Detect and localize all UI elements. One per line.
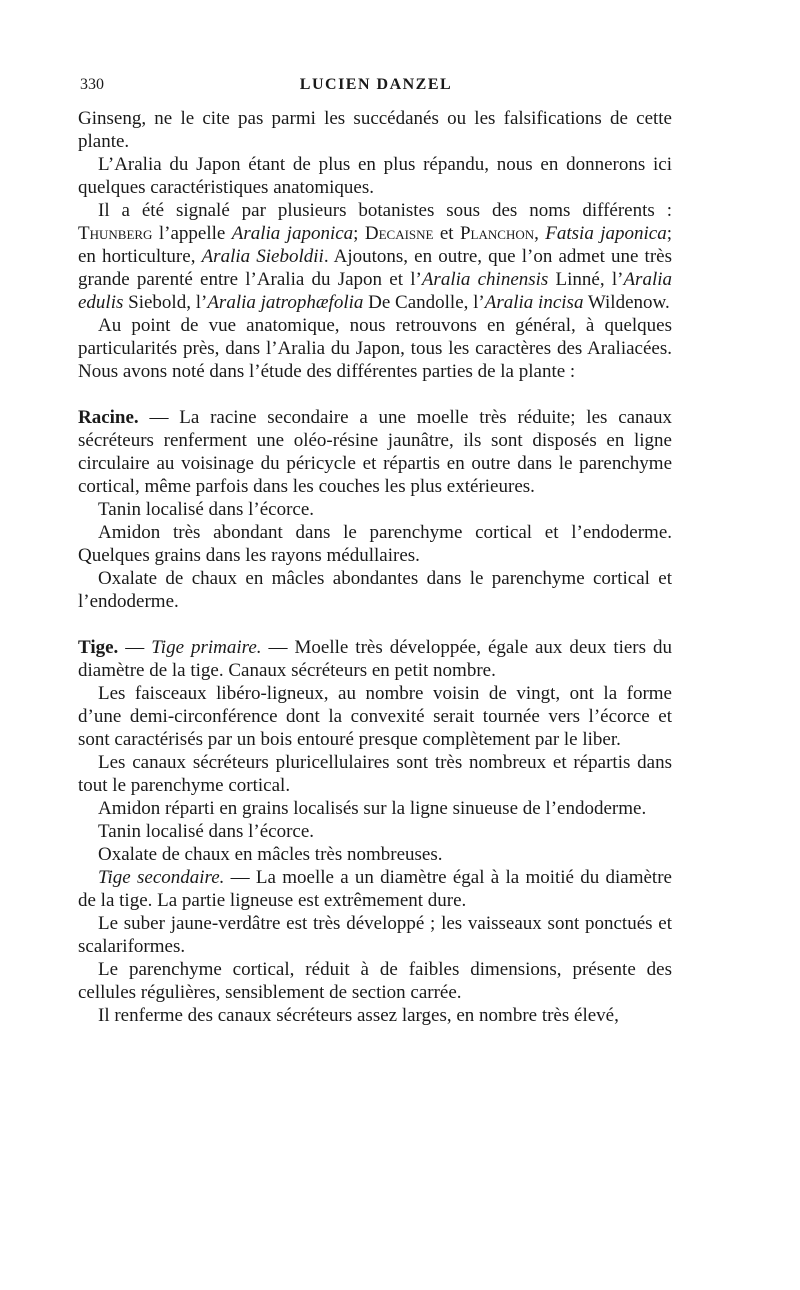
tige-oxalate: Oxalate de chaux en mâcles très nombreuses.	[98, 844, 443, 865]
section-racine: Racine. — La racine secondaire a une moelle très réduite; les canaux sécréteurs renferment une oléo-résine jaunâtre, ils sont disposés en ligne circulaire au voisinage du péricycle et répartis en outre dans le parenchyme cortical, même parfois dans les couches les plus extérieures.	[78, 407, 672, 497]
paragraph-anatomie: Au point de vue anatomique, nous retrouvons en général, à quelques particularités près, dans l’Aralia du Japon, tous les caractères des Araliacées. Nous avons noté dans l’étude des différentes parties de la plante :	[78, 315, 672, 382]
racine-tanin: Tanin localisé dans l’écorce.	[98, 499, 315, 520]
subheading-tige-primaire: Tige primaire.	[151, 637, 262, 658]
heading-tige: Tige.	[78, 637, 119, 658]
taxon-aralia-sieboldii: Aralia Sieboldii	[201, 246, 324, 267]
subheading-tige-secondaire: Tige secondaire.	[98, 867, 225, 888]
tige-tanin: Tanin localisé dans l’écorce.	[98, 821, 315, 842]
page-header	[80, 76, 672, 98]
taxon-fatsia-japonica: Fatsia japonica	[545, 223, 667, 244]
paragraph-ginseng: Ginseng, ne le cite pas parmi les succédanés ou les falsifications de cette plante.	[78, 108, 672, 152]
tige-canaux-larges: Il renferme des canaux sécréteurs assez larges, en nombre très élevé,	[98, 1005, 619, 1026]
author-planchon: Planchon	[459, 223, 535, 244]
tige-suber: Le suber jaune-verdâtre est très développé ; les vaisseaux sont ponctués et scalariformes.	[78, 913, 672, 957]
tige-canaux: Les canaux sécréteurs pluricellulaires sont très nombreux et répartis dans tout le parenchyme cortical.	[78, 752, 672, 796]
running-title: LUCIEN DANZEL	[299, 76, 453, 93]
taxon-aralia-jatrophaefolia: Aralia jatrophæfolia	[207, 292, 364, 313]
section-tige: Tige. — Tige primaire. — Moelle très développée, égale aux deux tiers du diamètre de la tige. Canaux sécréteurs en petit nombre.	[78, 637, 673, 681]
racine-oxalate: Oxalate de chaux en mâcles abondantes dans le parenchyme cortical et l’endoderme.	[78, 568, 672, 612]
taxon-aralia-incisa: Aralia incisa	[484, 292, 584, 313]
body-text	[78, 107, 672, 1027]
paragraph-aralia-japon: L’Aralia du Japon étant de plus en plus répandu, nous en donnerons ici quelques caractéristiques anatomiques.	[78, 154, 672, 198]
racine-amidon: Amidon très abondant dans le parenchyme cortical et l’endoderme. Quelques grains dans les rayons médullaires.	[78, 522, 672, 566]
taxon-aralia-japonica: Aralia japonica	[231, 223, 354, 244]
heading-racine: Racine.	[78, 407, 139, 428]
author-thunberg: Thunberg	[78, 223, 153, 244]
author-decaisne: Decaisne	[364, 223, 434, 244]
page-number: 330	[80, 76, 104, 93]
taxon-aralia-edulis: Aralia edulis	[78, 269, 672, 313]
tige-amidon: Amidon réparti en grains localisés sur la ligne sinueuse de l’endoderme.	[98, 798, 647, 819]
section-tige-secondaire: Tige secondaire. — La moelle a un diamètre égal à la moitié du diamètre de la tige. La partie ligneuse est extrêmement dure.	[78, 867, 672, 911]
tige-faisceaux: Les faisceaux libéro-ligneux, au nombre voisin de vingt, ont la forme d’une demi-circonférence dont la convexité serait tournée vers l’écorce et sont caractérisés par un bois entouré presque complètement par le liber.	[78, 683, 672, 750]
taxon-aralia-chinensis: Aralia chinensis	[421, 269, 549, 290]
tige-parenchyme: Le parenchyme cortical, réduit à de faibles dimensions, présente des cellules régulières, sensiblement de section carrée.	[78, 959, 672, 1003]
paragraph-synonymes: Il a été signalé par plusieurs botanistes sous des noms différents : Thunberg l’appelle Aralia japonica; Decaisne et Planchon, Fatsia japonica; en horticulture, Aralia Sieboldii. Ajoutons, en outre, que l’on admet une très grande parenté entre l’Aralia du Japon et l’Aralia chinensis Linné, l’Aralia edulis Siebold, l’Aralia jatrophæfolia De Candolle, l’Aralia incisa Wildenow.	[78, 200, 672, 313]
